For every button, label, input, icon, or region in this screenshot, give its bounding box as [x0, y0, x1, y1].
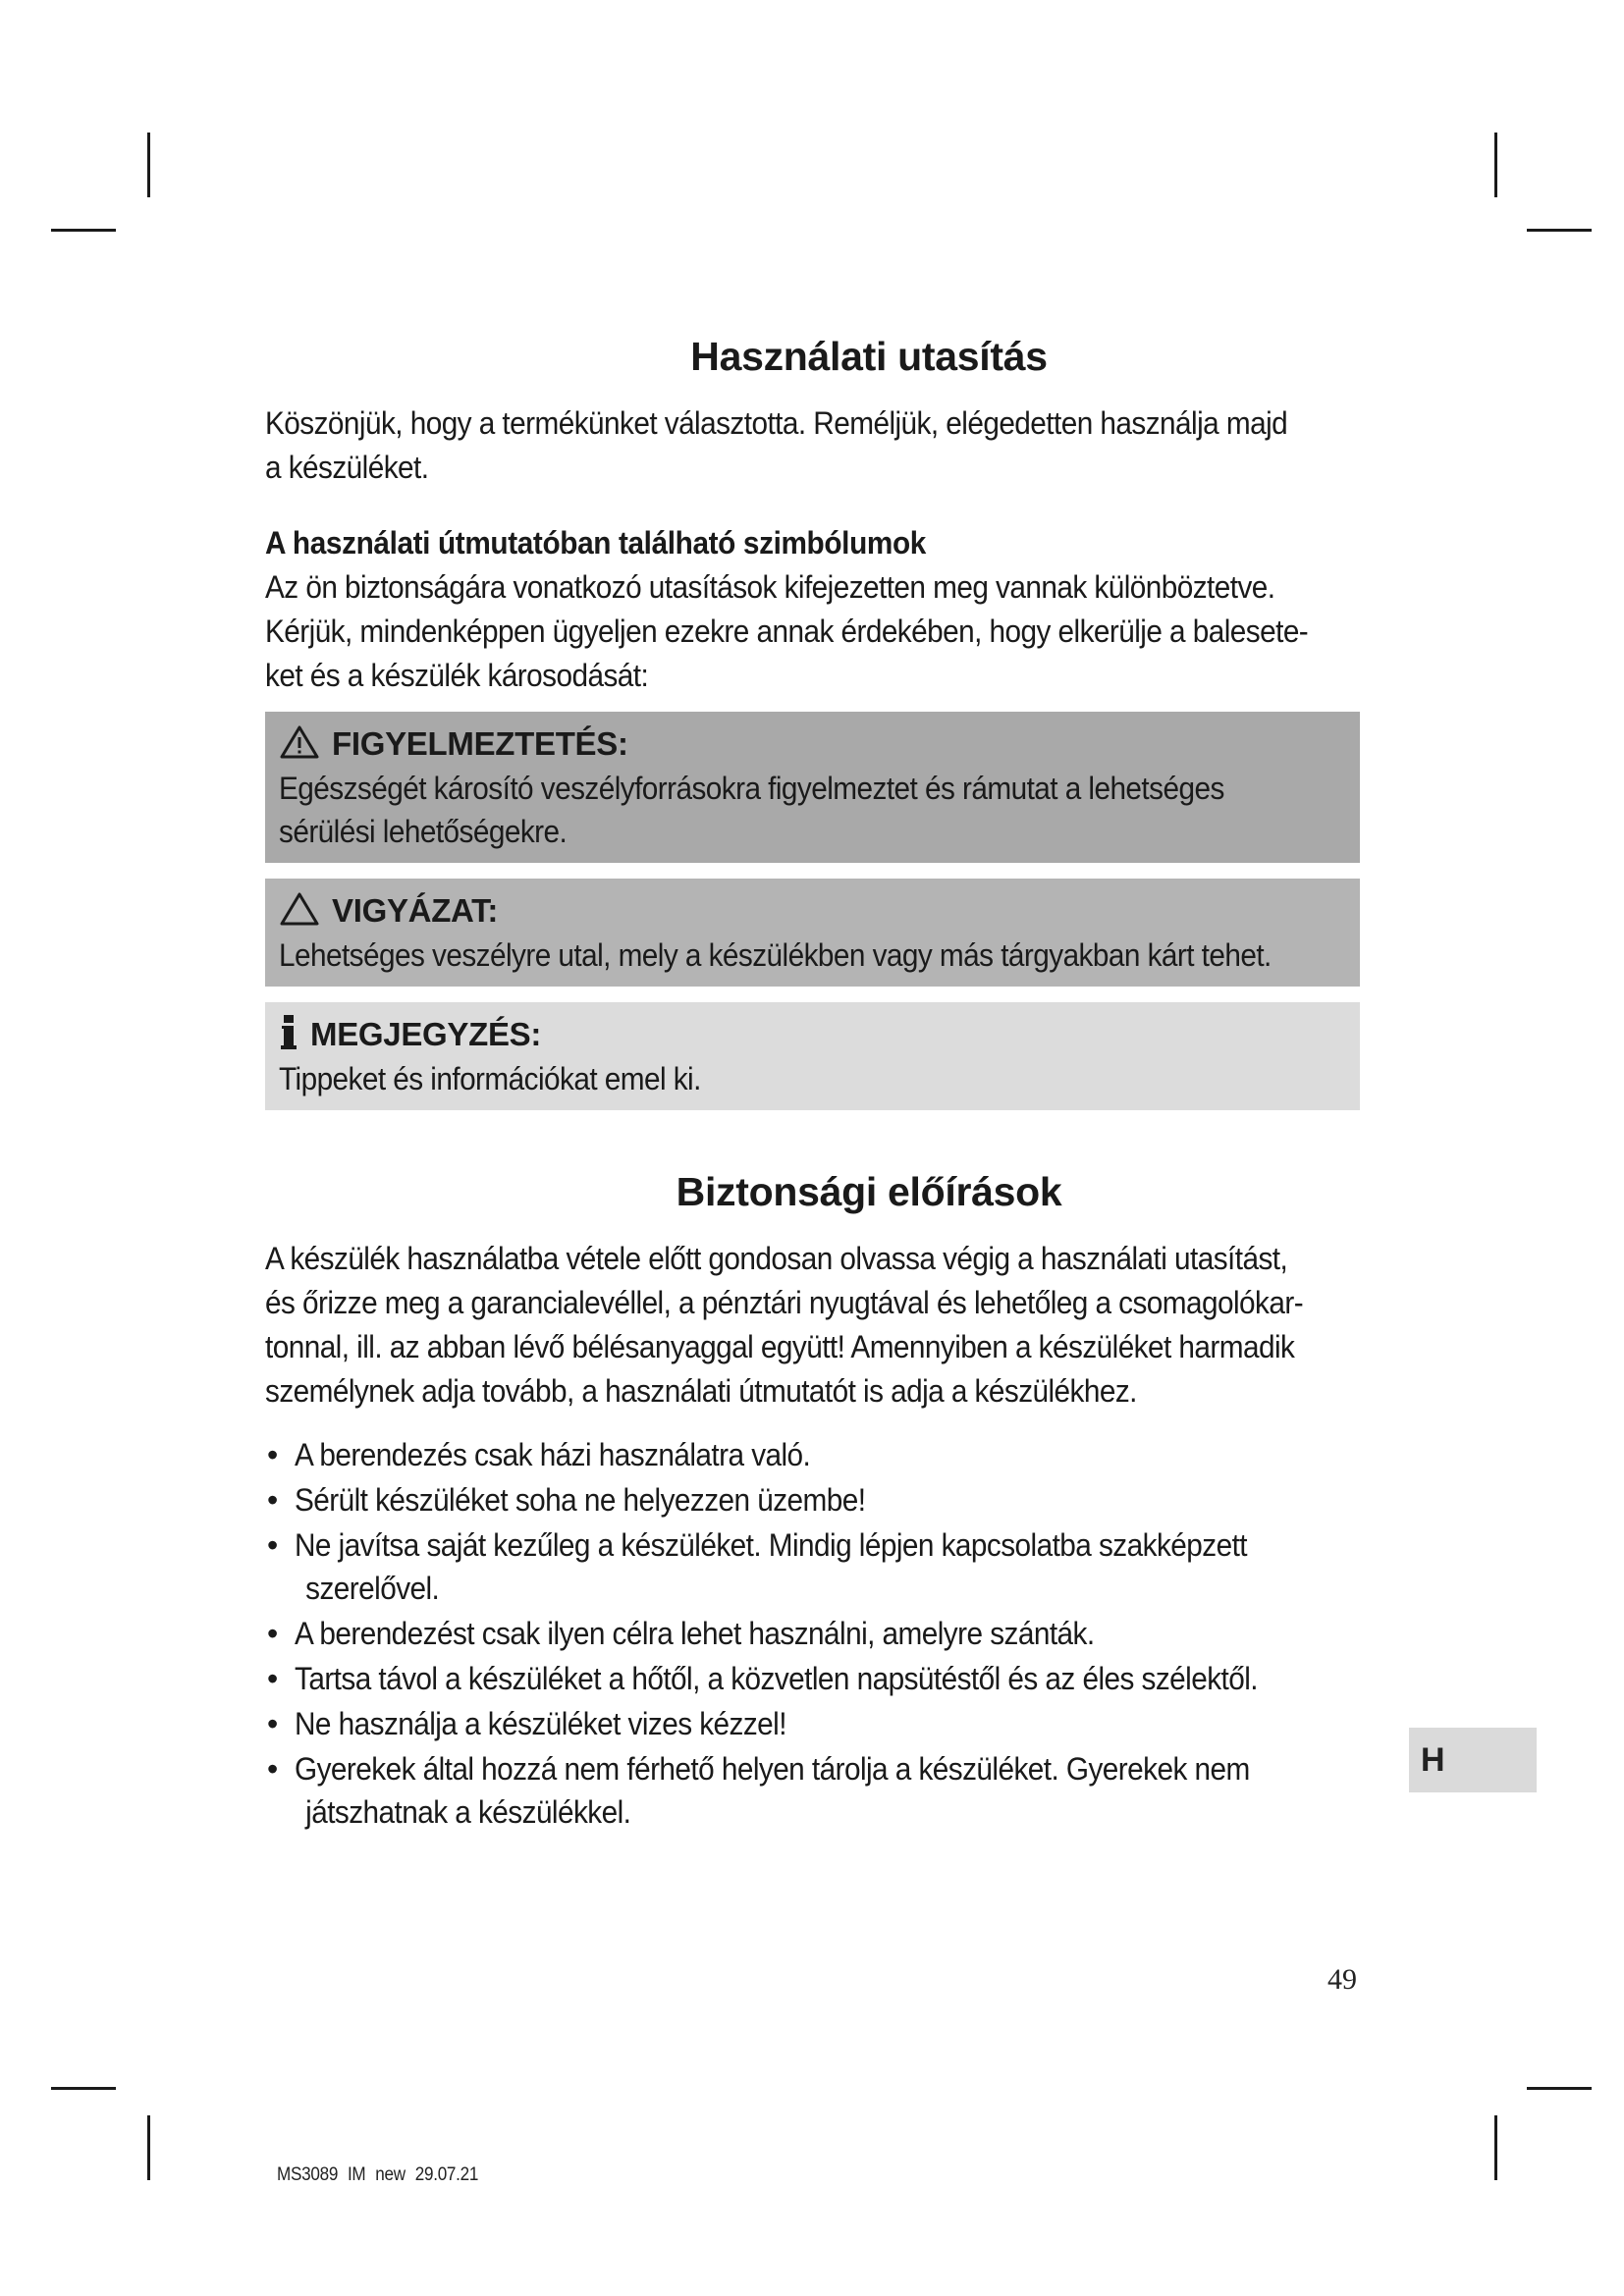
bullet-icon: • [267, 1437, 278, 1472]
list-item-text [295, 1433, 1326, 1476]
crop-mark-bottom-left-vertical [147, 2115, 150, 2180]
symbols-heading: A használati útmutatóban található szimbólumok [265, 525, 926, 561]
caution-triangle-icon [279, 891, 320, 934]
warning-triangle-icon [279, 724, 320, 768]
bullet-icon: • [267, 1527, 278, 1563]
note-box [265, 1002, 1360, 1110]
list-item-line-2: szerelővel. [305, 1571, 440, 1606]
list-item-line-1: A berendezés csak házi használatra való. [295, 1437, 811, 1472]
list-item-line-1: Gyerekek által hozzá nem férhető helyen tárolja a készüléket. Gyerekek nem [295, 1751, 1250, 1787]
list-item [265, 1612, 1365, 1655]
symbols-line-3: ket és a készülék károsodását: [265, 658, 649, 693]
list-item-line-1: Tartsa távol a készüléket a hőtől, a közvetlen napsütéstől és az éles szélektől. [295, 1661, 1259, 1696]
crop-mark-bottom-right-horizontal [1527, 2087, 1592, 2090]
note-line-1: Tippeket és információkat emel ki. [279, 1061, 701, 1096]
crop-mark-top-left-vertical [147, 133, 150, 197]
list-item-line-2: játszhatnak a készülékkel. [305, 1794, 631, 1830]
list-item-text [295, 1657, 1326, 1700]
intro-line-1: Köszönjük, hogy a termékünket választotta. Reméljük, elégedetten használja majd [265, 405, 1288, 441]
page-number: 49 [1327, 1963, 1357, 1996]
caution-header [279, 888, 1346, 934]
list-item-line-1: A berendezést csak ilyen célra lehet használni, amelyre szánták. [295, 1616, 1095, 1651]
crop-mark-bottom-left-horizontal [51, 2087, 116, 2090]
list-item [265, 1657, 1365, 1700]
safety-line-2: és őrizze meg a garancialevéllel, a pénztári nyugtával és lehetőleg a csomagolókar- [265, 1285, 1304, 1320]
bullet-icon: • [267, 1482, 278, 1518]
symbols-line-1: Az ön biztonságára vonatkozó utasítások kifejezetten meg vannak különböztetve. [265, 569, 1275, 605]
intro-paragraph [265, 401, 1365, 490]
safety-line-1: A készülék használatba vétele előtt gondosan olvassa végig a használati utasítást, [265, 1241, 1288, 1276]
symbols-paragraph [265, 565, 1365, 698]
list-item [265, 1702, 1365, 1745]
page-content [265, 334, 1365, 1836]
caution-line-1: Lehetséges veszélyre utal, mely a készülékben vagy más tárgyakban kárt tehet. [279, 937, 1272, 973]
list-item [265, 1478, 1365, 1522]
crop-mark-top-left-horizontal [51, 229, 116, 232]
warning-title: FIGYELMEZTETÉS: [332, 725, 628, 762]
list-item-text [295, 1702, 1326, 1745]
note-header [279, 1012, 1346, 1057]
caution-title: VIGYÁZAT: [332, 892, 499, 929]
crop-mark-top-right-vertical [1494, 133, 1497, 197]
list-item-line-1: Ne használja a készüléket vizes kézzel! [295, 1706, 786, 1741]
language-tab: H [1409, 1728, 1537, 1792]
bullet-icon: • [267, 1706, 278, 1741]
list-item-line-1: Ne javítsa saját kezűleg a készüléket. Mindig lépjen kapcsolatba szakképzett [295, 1527, 1247, 1563]
bullet-icon: • [267, 1661, 278, 1696]
note-text [279, 1057, 1356, 1100]
caution-box [265, 879, 1360, 987]
bullet-icon: • [267, 1616, 278, 1651]
list-item-text [295, 1478, 1326, 1522]
safety-line-3: tonnal, ill. az abban lévő bélésanyaggal együtt! Amennyiben a készüléket harmadik [265, 1329, 1295, 1364]
crop-mark-top-right-horizontal [1527, 229, 1592, 232]
caution-text [279, 934, 1356, 977]
safety-heading: Biztonsági előírások [676, 1169, 1062, 1214]
list-item-text [295, 1523, 1326, 1610]
note-title: MEGJEGYZÉS: [310, 1016, 542, 1052]
warning-line-2: sérülési lehetőségekre. [279, 814, 568, 849]
bullet-icon: • [267, 1751, 278, 1787]
warning-header [279, 721, 1346, 767]
crop-mark-bottom-right-vertical [1494, 2115, 1497, 2180]
list-item-text [295, 1747, 1326, 1834]
main-heading: Használati utasítás [690, 334, 1048, 379]
safety-line-4: személynek adja tovább, a használati útmutatót is adja a készülékhez. [265, 1373, 1137, 1409]
list-item [265, 1433, 1365, 1476]
warning-text [279, 767, 1356, 853]
safety-bullet-list [265, 1433, 1365, 1834]
symbols-line-2: Kérjük, mindenképpen ügyeljen ezekre annak érdekében, hogy elkerülje a balesete- [265, 614, 1309, 649]
warning-line-1: Egészségét károsító veszélyforrásokra figyelmeztet és rámutat a lehetséges [279, 771, 1224, 806]
footer-print-info: MS3089 IM new 29.07.21 [277, 2164, 479, 2185]
warning-box [265, 712, 1360, 863]
list-item [265, 1523, 1365, 1610]
list-item-line-1: Sérült készüléket soha ne helyezzen üzembe! [295, 1482, 866, 1518]
safety-paragraph [265, 1237, 1365, 1414]
info-icon [279, 1014, 298, 1059]
list-item [265, 1747, 1365, 1834]
list-item-text [295, 1612, 1326, 1655]
intro-line-2: a készüléket. [265, 450, 429, 485]
